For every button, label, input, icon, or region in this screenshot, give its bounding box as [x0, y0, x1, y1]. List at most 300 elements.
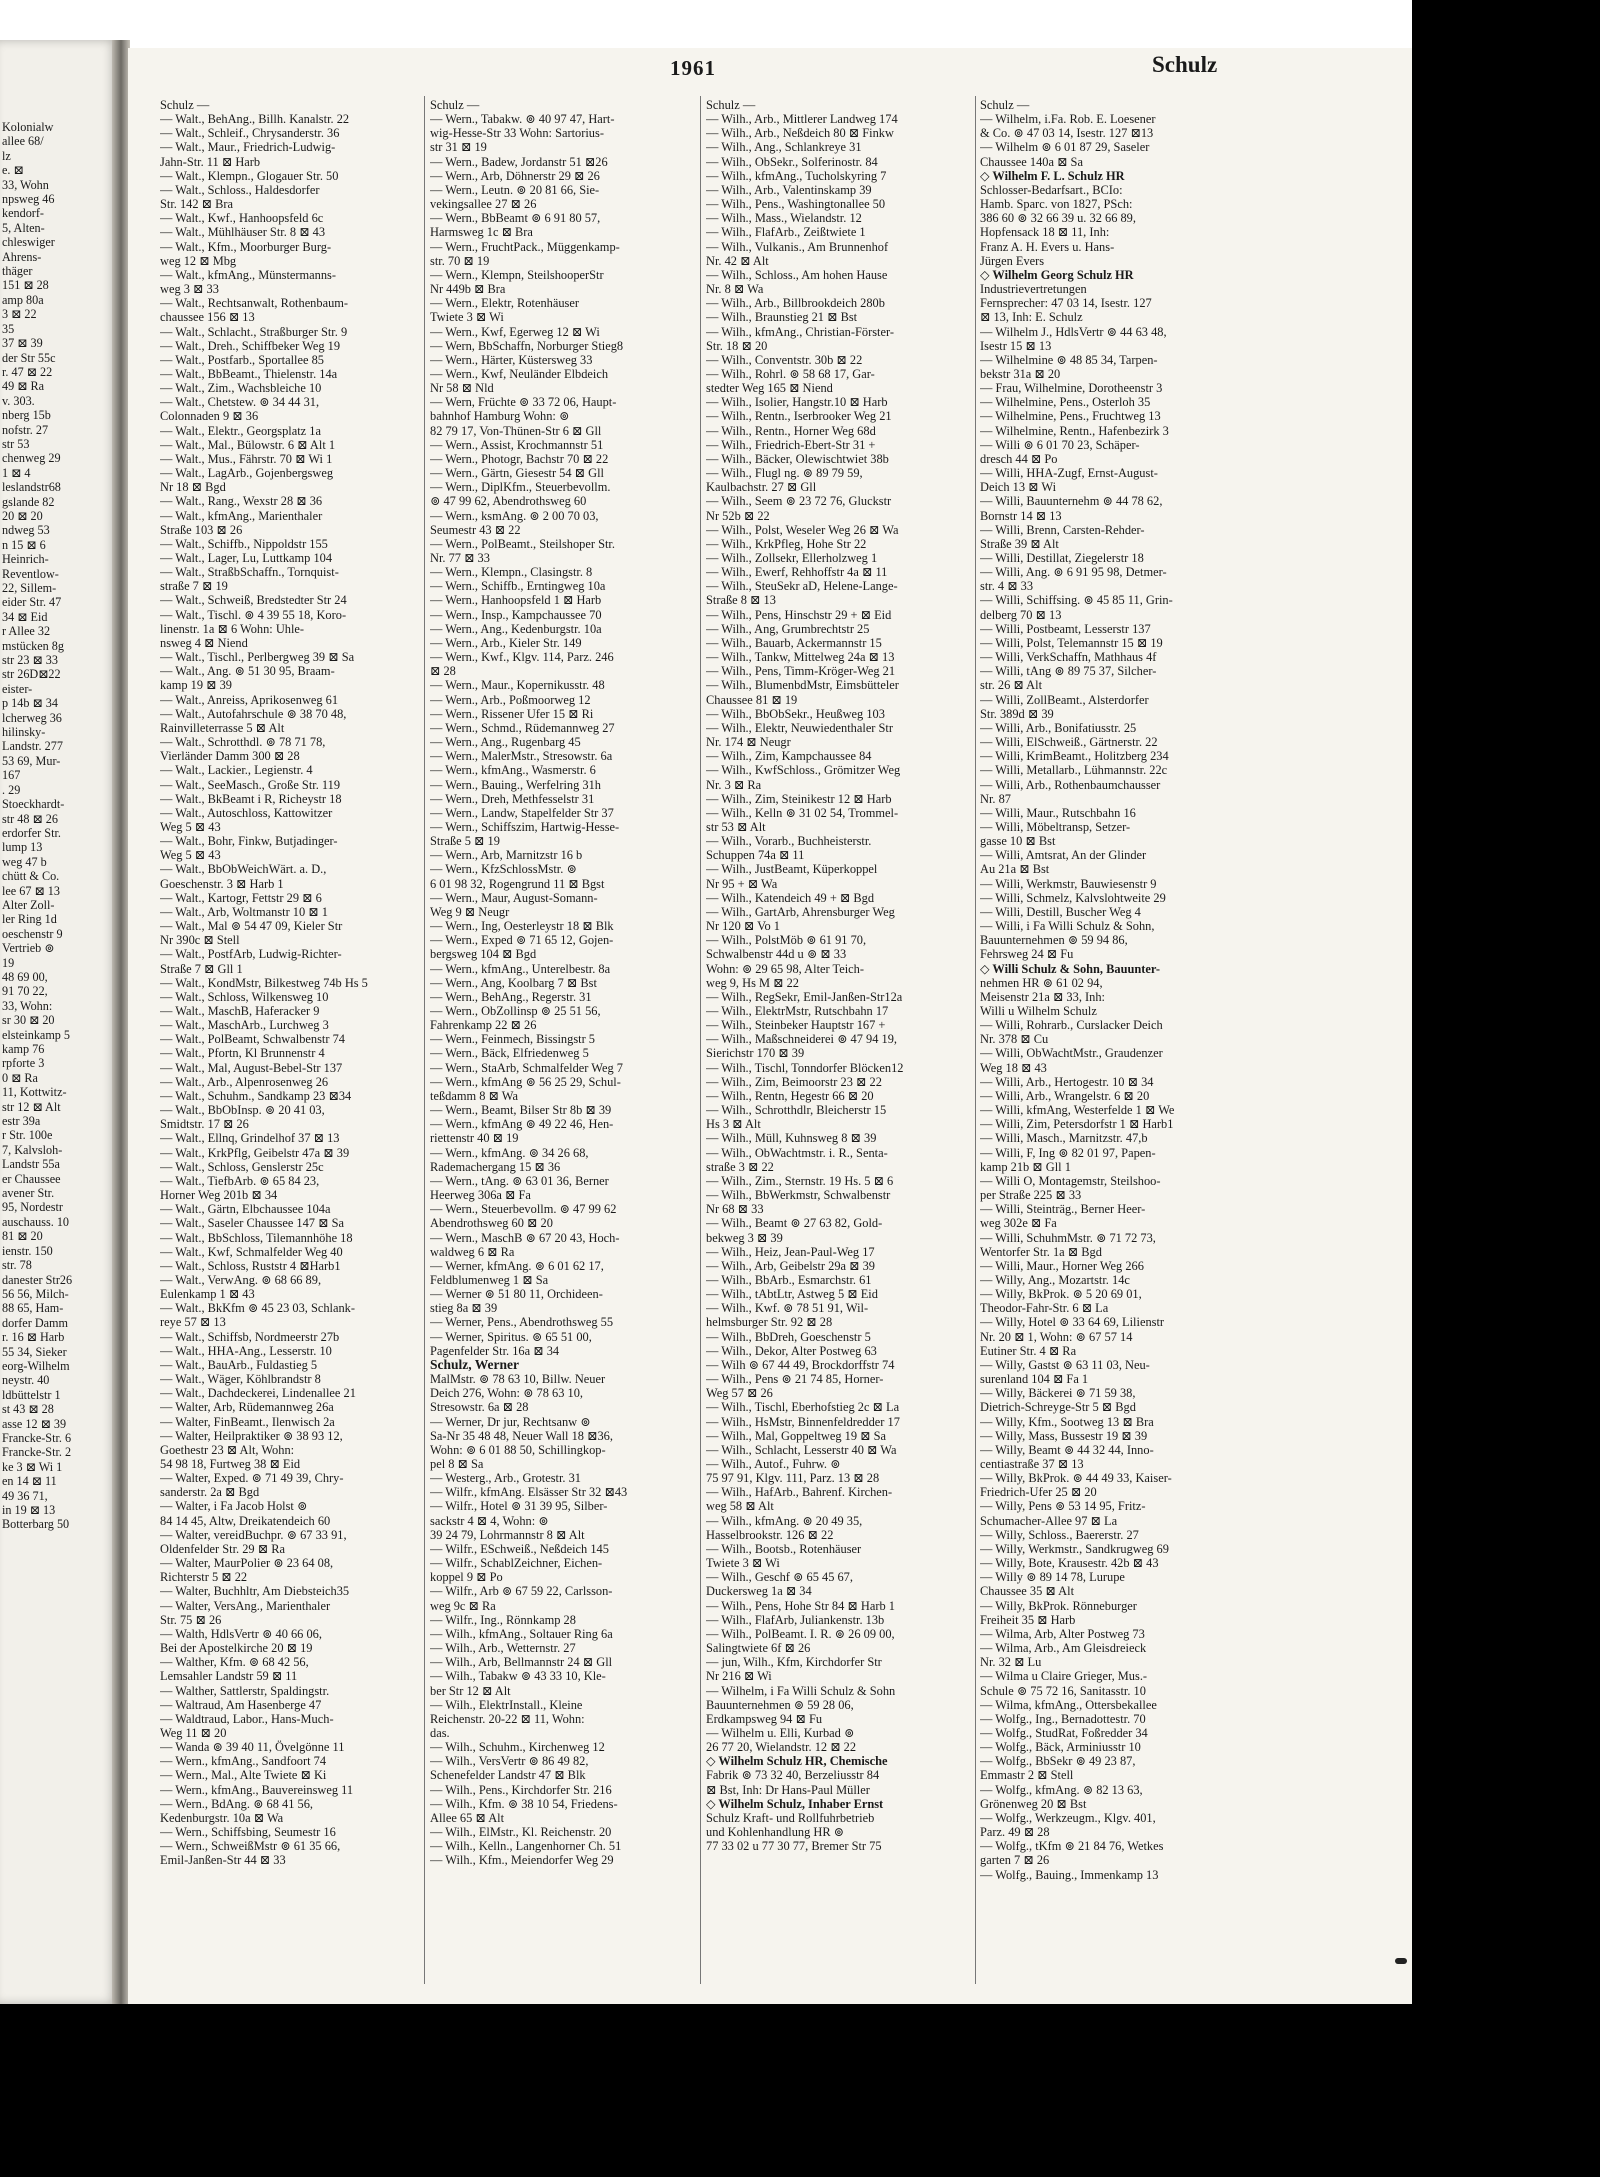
directory-entry-line: — Wolfg., StudRat, Foßredder 34 [980, 1725, 1148, 1740]
directory-column-3 [706, 98, 972, 1988]
directory-entry-line: — Walt., Lackier., Legienstr. 4 [160, 763, 313, 778]
directory-entry-line: Theodor-Fahr-Str. 6 ⊠ La [980, 1301, 1109, 1316]
left-page-text-fragment: Vertrieb ⊚ [2, 941, 55, 956]
directory-entry-line: — Wilh ⊚ 67 44 49, Brockdorffstr 74 [706, 1357, 895, 1372]
directory-entry-line: — Wern., Gärtn, Giesestr 54 ⊠ Gll [430, 466, 604, 481]
directory-entry-line: — Wern., Steuerbevollm. ⊚ 47 99 62 [430, 1202, 617, 1217]
directory-entry-line: nehmen HR ⊚ 61 02 94, [980, 975, 1103, 990]
directory-entry-line: Fabrik ⊚ 73 32 40, Berzeliusstr 84 [706, 1768, 880, 1783]
left-page-text-fragment: estr 39a [2, 1114, 41, 1129]
directory-entry-line: Nr. 32 ⊠ Lu [980, 1655, 1042, 1670]
directory-entry-line: str. 70 ⊠ 19 [430, 253, 490, 268]
directory-entry-line: — Wilma, Arb, Alter Postweg 73 [980, 1626, 1145, 1641]
directory-entry-line: — Wilh., Maßschneiderei ⊚ 47 94 19, [706, 1032, 898, 1047]
directory-entry-line: — Willi, tAng ⊚ 89 75 37, Silcher- [980, 664, 1157, 679]
left-page-text-fragment: Landstr 55a [2, 1157, 60, 1172]
directory-entry-line: Schumacher-Allee 97 ⊠ La [980, 1513, 1118, 1528]
directory-entry-line: — Willi, Steinträg., Berner Heer- [980, 1202, 1146, 1217]
directory-entry-line: ◇ Wilhelm F. L. Schulz HR [980, 168, 1125, 183]
directory-entry-line: — Wilh., Pens, Hinschstr 29 + ⊠ Eid [706, 607, 892, 622]
directory-entry-line: — Walt., BbBeamt., Thielenstr. 14a [160, 366, 338, 381]
directory-entry-line: — Wern., kfmAng ⊚ 56 25 29, Schul- [430, 1074, 621, 1089]
directory-entry-line: ⊠ Bst, Inh: Dr Hans-Paul Müller [706, 1782, 870, 1797]
directory-entry-line: — Walter, Exped. ⊚ 71 49 39, Chry- [160, 1471, 344, 1486]
directory-entry-line: Oldenfelder Str. 29 ⊠ Ra [160, 1541, 285, 1556]
directory-entry-line: — Wern., kfmAng. ⊚ 34 26 68, [430, 1145, 589, 1160]
directory-entry-line: — Walt., Schlacht., Straßburger Str. 9 [160, 324, 348, 339]
directory-entry-line: — Wern, BbSchaffn, Norburger Stieg8 [430, 338, 624, 353]
directory-entry-line: — Wilfr., kfmAng. Elsässer Str 32 ⊠43 [430, 1485, 628, 1500]
left-page-text-fragment: weg 47 b [2, 854, 47, 869]
directory-entry-line: — Wilh., Kfm., Meiendorfer Weg 29 [430, 1853, 614, 1868]
directory-entry-line: — Walt., Bohr, Finkw, Butjadinger- [160, 834, 338, 849]
directory-entry-line: Straße 7 ⊠ Gll 1 [160, 961, 243, 976]
directory-entry-line: — Wilh., BlumenbdMstr, Eimsbütteler [706, 678, 899, 693]
directory-entry-line: — Wern., Kwf., Klgv. 114, Parz. 246 [430, 650, 614, 665]
directory-entry-line: ber Str 12 ⊠ Alt [430, 1683, 511, 1698]
directory-entry-line: — Walt., Schrotthdl. ⊚ 78 71 78, [160, 735, 326, 750]
directory-entry-line: weg 9c ⊠ Ra [430, 1598, 496, 1613]
directory-entry-line: — Wilh., Steinbeker Hauptstr 167 + [706, 1018, 886, 1033]
directory-entry-line: surenland 104 ⊠ Fa 1 [980, 1372, 1089, 1387]
directory-entry-line: — Walt., Schloss, Ruststr 4 ⊠Harb1 [160, 1258, 341, 1273]
directory-entry-line: — Wilh., Ang., Schlankreye 31 [706, 140, 862, 155]
directory-entry-line: — Walt., Ellnq, Grindelhof 37 ⊠ 13 [160, 1131, 340, 1146]
directory-entry-line: & Co. ⊚ 47 03 14, Isestr. 127 ⊠13 [980, 126, 1154, 141]
directory-entry-line: Nr 120 ⊠ Vo 1 [706, 919, 780, 934]
left-page-text-fragment: kamp 76 [2, 1042, 45, 1056]
directory-entry-line: Weg 5 ⊠ 43 [160, 848, 221, 863]
directory-entry-line: Jahn-Str. 11 ⊠ Harb [160, 154, 261, 169]
directory-entry-line: — Willi, Postbeamt, Lesserstr 137 [980, 621, 1151, 636]
directory-entry-line: Twiete 3 ⊠ Wi [430, 310, 504, 325]
left-page-text-fragment: 56 56, Milch- [2, 1286, 69, 1301]
directory-entry-line: Rademachergang 15 ⊠ 36 [430, 1159, 561, 1174]
directory-entry-line: — Wern., Klempn, SteilshooperStr [430, 267, 604, 282]
directory-entry-line: — Willi, Schiffsing. ⊚ 45 85 11, Grin- [980, 593, 1173, 608]
directory-entry-line: Fernsprecher: 47 03 14, Isestr. 127 [980, 296, 1152, 311]
directory-entry-line: stedter Weg 165 ⊠ Niend [706, 381, 833, 396]
directory-entry-line: Wohn: ⊚ 29 65 98, Alter Teich- [706, 961, 864, 976]
directory-entry-line: sackstr 4 ⊠ 4, Wohn: ⊚ [430, 1513, 549, 1528]
left-page-text-fragment: 33, Wohn: [2, 998, 53, 1013]
directory-entry-line: kamp 19 ⊠ 39 [160, 678, 232, 693]
directory-entry-line: — Wilh., Flugl ng. ⊚ 89 79 59, [706, 466, 863, 481]
directory-entry-line: — Wilh., HafArb., Bahrenf. Kirchen- [706, 1485, 893, 1500]
directory-entry-line: — Walt., Saseler Chaussee 147 ⊠ Sa [160, 1216, 344, 1231]
directory-entry-line: — Wilh., FlafArb, Juliankenstr. 13b [706, 1612, 885, 1627]
directory-entry-line: — Wilh., Tischl, Eberhofstieg 2c ⊠ La [706, 1400, 900, 1415]
directory-entry-line: Abendrothsweg 60 ⊠ 20 [430, 1216, 553, 1231]
directory-entry-line: und Kohlenhandlung HR ⊚ [706, 1825, 845, 1840]
left-page-text-fragment: 11, Kottwitz- [2, 1085, 67, 1100]
directory-entry-line: — Willi, Arb., Hertogestr. 10 ⊠ 34 [980, 1074, 1154, 1089]
directory-entry-line: — Willi, Brenn, Carsten-Rehder- [980, 522, 1145, 537]
left-page-text-fragment: Landstr. 277 [2, 739, 63, 754]
directory-entry-line: — Walt., Kfm., Moorburger Burg- [160, 239, 332, 254]
directory-entry-line: — Wilh., ElMstr., Kl. Reichenstr. 20 [430, 1825, 612, 1840]
directory-entry-line: — Wern., Badew, Jordanstr 51 ⊠26 [430, 154, 608, 169]
directory-entry-line: — Walter, Arb, Rüdemannweg 26a [160, 1400, 334, 1415]
directory-entry-line: — Wilh., JustBeamt, Küperkoppel [706, 862, 878, 877]
directory-entry-line: str. 4 ⊠ 33 [980, 579, 1034, 594]
directory-entry-line: garten 7 ⊠ 26 [980, 1853, 1050, 1868]
directory-entry-line: Bornstr 14 ⊠ 13 [980, 508, 1062, 523]
left-page-text-fragment: chleswiger [2, 235, 55, 250]
directory-entry-line: Nr. 3 ⊠ Ra [706, 777, 762, 792]
directory-entry-line: ⊠ 13, Inh: E. Schulz [980, 310, 1083, 325]
directory-entry-line: str 53 ⊠ Alt [706, 819, 766, 834]
directory-entry-line: das. [430, 1725, 450, 1740]
directory-entry-line: — Wern., KfzSchlossMstr. ⊚ [430, 862, 577, 877]
left-page-text-fragment: 88 65, Ham- [2, 1301, 64, 1316]
left-page-text-fragment: ke 3 ⊠ Wi 1 [2, 1459, 63, 1474]
directory-entry-line: — Wern., StaArb, Schmalfelder Weg 7 [430, 1060, 623, 1075]
directory-entry-line: — Willi, SchuhmMstr. ⊚ 71 72 73, [980, 1230, 1156, 1245]
directory-entry-line: Nr 95 + ⊠ Wa [706, 876, 778, 891]
directory-entry-line: — Walt., MaschArb., Lurchweg 3 [160, 1018, 329, 1033]
left-page-text-fragment: str. 78 [2, 1258, 32, 1273]
directory-entry-line: — Walt., BkKfm ⊚ 45 23 03, Schlank- [160, 1301, 356, 1316]
directory-entry-line: Erdkampsweg 94 ⊠ Fu [706, 1711, 823, 1726]
directory-entry-line: — Willy, Beamt ⊚ 44 32 44, Inno- [980, 1442, 1154, 1457]
directory-entry-line: wig-Hesse-Str 33 Wohn: Sartorius- [430, 126, 604, 141]
directory-entry-line: — Wilhelm, i Fa Willi Schulz & Sohn [706, 1683, 896, 1698]
directory-entry-line: — Willy, BkProk. ⊚ 5 20 69 01, [980, 1287, 1142, 1302]
directory-entry-line: — Walt., Arb, Woltmanstr 10 ⊠ 1 [160, 904, 328, 919]
directory-entry-line: — Walt., Wäger, Köhlbrandstr 8 [160, 1372, 321, 1387]
directory-entry-line: — Walter, Buchhltr, Am Diebsteich35 [160, 1584, 350, 1599]
directory-entry-line: — Wilh., Arb, Geibelstr 29a ⊠ 39 [706, 1258, 875, 1273]
directory-entry-line: — Wern., Maur., Kopernikusstr. 48 [430, 678, 605, 693]
directory-entry-line: — Willi, Maur., Horner Weg 266 [980, 1258, 1144, 1273]
directory-entry-line: Hopfensack 18 ⊠ 11, Inh: [980, 225, 1110, 240]
left-page-text-fragment: Ahrens- [2, 249, 42, 264]
left-page-text-fragment: eorg-Wilhelm [2, 1358, 70, 1373]
directory-entry-line: — Willi, ElSchweiß., Gärtnerstr. 22 [980, 735, 1158, 750]
directory-entry-line: Grönenweg 20 ⊠ Bst [980, 1796, 1087, 1811]
left-page-text-fragment: str 48 ⊠ 26 [2, 811, 58, 826]
directory-entry-line: — Walt., Kartogr, Fettstr 29 ⊠ 6 [160, 890, 322, 905]
directory-entry-line: — Wilh., Bäcker, Olewischtwiet 38b [706, 451, 889, 466]
directory-entry-line: — Walt., Postfarb., Sportallee 85 [160, 352, 324, 367]
left-page-text-fragment: thäger [2, 264, 33, 279]
directory-entry-line: weg 9, Hs M ⊠ 22 [706, 975, 799, 990]
directory-entry-line: — Wern, Früchte ⊚ 33 72 06, Haupt- [430, 395, 617, 410]
directory-entry-line: 84 14 45, Altw, Dreikatendeich 60 [160, 1513, 331, 1528]
directory-entry-line: — Wolfg., kfmAng. ⊚ 82 13 63, [980, 1782, 1143, 1797]
directory-entry-line: — Wilh., Vulkanis., Am Brunnenhof [706, 239, 889, 254]
directory-entry-line: — Wilh., ElektrInstall., Kleine [430, 1697, 583, 1712]
directory-entry-line: — Wern., Kwf, Neuländer Elbdeich [430, 366, 609, 381]
directory-entry-line: dresch 44 ⊠ Po [980, 451, 1058, 466]
directory-entry-line: sanderstr. 2a ⊠ Bgd [160, 1485, 260, 1500]
directory-entry-line: — Wilh., GartArb, Ahrensburger Weg [706, 904, 895, 919]
directory-entry-line: — Wilh., HsMstr, Binnenfeldredder 17 [706, 1414, 900, 1429]
directory-entry-line: ◇ Wilhelm Georg Schulz HR [980, 267, 1134, 282]
directory-entry-line: — Wern., Mal., Alte Twiete ⊠ Ki [160, 1768, 327, 1783]
directory-entry-line: Nr. 378 ⊠ Cu [980, 1032, 1049, 1047]
directory-entry-line: — Walt., Autofahrschule ⊚ 38 70 48, [160, 706, 347, 721]
directory-entry-line: — Wilh., Kwf. ⊚ 78 51 91, Wil- [706, 1301, 869, 1316]
directory-entry-line: waldweg 6 ⊠ Ra [430, 1244, 515, 1259]
directory-entry-line: MalMstr. ⊚ 78 63 10, Billw. Neuer [430, 1372, 606, 1387]
directory-entry-line: riettenstr 40 ⊠ 19 [430, 1131, 519, 1146]
directory-entry-line: — Wilh., Tankw, Mittelweg 24a ⊠ 13 [706, 650, 895, 665]
directory-entry-line: — Wilma, kfmAng., Ottersbekallee [980, 1697, 1157, 1712]
directory-entry-line: — Wilh., KwfSchloss., Grömitzer Weg [706, 763, 901, 778]
directory-entry-line: Fahrenkamp 22 ⊠ 26 [430, 1018, 537, 1033]
directory-entry-line: Wentorfer Str. 1a ⊠ Bgd [980, 1244, 1102, 1259]
directory-entry-line: — Willi, ZollBeamt., Alsterdorfer [980, 692, 1149, 707]
left-page-text-fragment: danester Str26 [2, 1272, 73, 1287]
directory-entry-line: — Wilh., PolBeamt. I. R. ⊚ 26 09 00, [706, 1626, 895, 1641]
directory-entry-line: — Willy, Gastst ⊚ 63 11 03, Neu- [980, 1357, 1150, 1372]
left-page-text-fragment: 22, Sillem- [2, 581, 57, 595]
directory-entry-line: Str. 142 ⊠ Bra [160, 197, 234, 212]
left-page-text-fragment: Francke-Str. 2 [2, 1445, 72, 1460]
directory-entry-line: — Walt., PostfArb, Ludwig-Richter- [160, 947, 342, 962]
left-page-text-fragment: 95, Nordestr [2, 1200, 63, 1215]
directory-entry-line: Nr. 8 ⊠ Wa [706, 282, 764, 297]
directory-entry-line: — Wern., kfmAng ⊚ 49 22 46, Hen- [430, 1117, 614, 1132]
left-page-text-fragment: e. ⊠ [2, 163, 24, 178]
directory-entry-line: — Walt., Dachdeckerei, Lindenallee 21 [160, 1386, 356, 1401]
directory-entry-line: ◇ Willi Schulz & Sohn, Bauunter- [980, 961, 1161, 976]
directory-entry-line: — Wilh., Schloss., Am hohen Hause [706, 267, 888, 282]
directory-entry-line: kamp 21b ⊠ Gll 1 [980, 1159, 1071, 1174]
running-head: Schulz [1152, 52, 1218, 77]
directory-entry-line: bergsweg 104 ⊠ Bgd [430, 947, 537, 962]
directory-entry-line: — Wilh., Rohrl. ⊚ 58 68 17, Gar- [706, 366, 875, 381]
left-page-text-fragment: 3 ⊠ 22 [2, 307, 37, 322]
directory-entry-line: — Wilh., Dekor, Alter Postweg 63 [706, 1343, 877, 1358]
directory-entry-line: — Wilhelm u. Elli, Kurbad ⊚ [706, 1725, 855, 1740]
directory-entry-line: — Wilh., Beamt ⊚ 27 63 82, Gold- [706, 1216, 883, 1231]
directory-entry-line: — Wern., Bäck, Elfriedenweg 5 [430, 1046, 589, 1061]
directory-entry-line: — Wern., Photogr, Bachstr 70 ⊠ 22 [430, 451, 609, 466]
directory-entry-line: — Walt., BehAng., Billh. Kanalstr. 22 [160, 112, 350, 127]
directory-entry-line: — Walt., Elektr., Georgsplatz 1a [160, 423, 321, 438]
directory-entry-line: koppel 9 ⊠ Po [430, 1570, 503, 1585]
directory-entry-line: Rainvilleterrasse 5 ⊠ Alt [160, 720, 285, 735]
directory-entry-line: Schulz, Werner [430, 1357, 519, 1372]
directory-entry-line: — Walt., BbObWeichWärt. a. D., [160, 862, 327, 877]
directory-entry-line: 77 33 02 u 77 30 77, Bremer Str 75 [706, 1839, 882, 1854]
directory-entry-line: Salingtwiete 6f ⊠ 26 [706, 1641, 811, 1656]
directory-entry-line: str 31 ⊠ 19 [430, 140, 487, 155]
directory-entry-line: — Wilfr., Arb ⊚ 67 59 22, Carlsson- [430, 1584, 613, 1599]
left-page-text-fragment: 35 [2, 321, 15, 336]
directory-entry-line: — Wern., Schiffb., Erntingweg 10a [430, 579, 606, 594]
directory-entry-line: — Wern., Klempn., Clasingstr. 8 [430, 565, 593, 580]
left-page-text-fragment: asse 12 ⊠ 39 [2, 1416, 67, 1431]
directory-entry-line: — Walt., LagArb., Gojenbergsweg [160, 466, 334, 481]
directory-entry-line: — Wilfr., Hotel ⊚ 31 39 95, Silber- [430, 1499, 608, 1514]
directory-entry-line: 54 98 18, Furtweg 38 ⊠ Eid [160, 1457, 301, 1471]
directory-entry-line: — Walt., Zim., Wachsbleiche 10 [160, 381, 322, 396]
directory-entry-line: — Walt., Autoschloss, Kattowitzer [160, 805, 333, 820]
directory-entry-line: Au 21a ⊠ Bst [980, 862, 1050, 877]
directory-entry-line: — Wilh., Kelln., Langenhorner Ch. 51 [430, 1839, 622, 1854]
directory-entry-line: Duckersweg 1a ⊠ 34 [706, 1584, 812, 1599]
directory-entry-line: Nr. 174 ⊠ Neugr [706, 735, 791, 750]
directory-entry-line: — Walt., MaschB, Haferacker 9 [160, 1004, 320, 1018]
directory-entry-line: — Wilh., FlafArb., Zeißtwiete 1 [706, 225, 866, 240]
directory-entry-line: — Wolfg., Bauing., Immenkamp 13 [980, 1867, 1159, 1882]
directory-entry-line: — Willy, Bote, Krausestr. 42b ⊠ 43 [980, 1556, 1159, 1571]
directory-entry-line: — Walt., Schiffsb, Nordmeerstr 27b [160, 1329, 340, 1344]
left-page-text-fragment: r. 47 ⊠ 22 [2, 364, 53, 379]
directory-entry-line: — Willy ⊚ 89 14 78, Lurupe [980, 1570, 1125, 1585]
left-page-text-fragment: er Chaussee [2, 1171, 61, 1186]
directory-entry-line: — Wilh., Autof., Fuhrw. ⊚ [706, 1457, 841, 1471]
left-page-text-fragment: v. 303. [2, 393, 35, 408]
left-page-text-fragment: nberg 15b [2, 408, 51, 423]
directory-entry-line: — Wilh., Pens, Timm-Kröger-Weg 21 [706, 664, 896, 679]
directory-entry-line: 82 79 17, Von-Thünen-Str 6 ⊠ Gll [430, 423, 602, 438]
left-page-text-fragment: 34 ⊠ Eid [2, 609, 48, 624]
left-page-text-fragment: Botterbarg 50 [2, 1517, 70, 1532]
directory-entry-line: str. 26 ⊠ Alt [980, 678, 1043, 693]
directory-entry-line: — Wilh., Arb., Billbrookdeich 280b [706, 296, 885, 311]
directory-entry-line: — Walther, Sattlerstr, Spaldingstr. [160, 1683, 330, 1698]
directory-entry-line: Schule ⊚ 75 72 16, Sanitasstr. 10 [980, 1683, 1146, 1698]
directory-entry-line: Lemsahler Landstr 59 ⊠ 11 [160, 1669, 298, 1684]
directory-entry-line: — Walt., Maur., Friedrich-Ludwig- [160, 140, 336, 155]
directory-entry-line: — Wern., Ang, Koolbarg 7 ⊠ Bst [430, 975, 597, 990]
directory-entry-line: — Walter, VersAng., Marienthaler [160, 1598, 331, 1613]
directory-entry-line: — Wilhelm ⊚ 6 01 87 29, Saseler [980, 140, 1150, 155]
left-page-text-fragment: str 23 ⊠ 33 [2, 653, 58, 668]
directory-entry-line: — Wern., Ang., Rugenbarg 45 [430, 735, 581, 750]
left-page-text-fragment: Stoeckhardt- [2, 797, 65, 812]
directory-entry-line: — Walt., Schleif., Chrysanderstr. 36 [160, 126, 340, 141]
directory-entry-line: — Wern., Hanhoopsfeld 1 ⊠ Harb [430, 593, 602, 608]
directory-entry-line: Schulz — [980, 98, 1030, 112]
directory-entry-line: — Wilh., Zollsekr, Ellerholzweg 1 [706, 551, 878, 565]
directory-entry-line: Schulz — [160, 98, 210, 112]
left-page-text-fragment: hilinsky- [2, 725, 46, 740]
directory-entry-line: ◇ Wilhelm Schulz, Inhaber Ernst [706, 1796, 884, 1811]
directory-entry-line: — Walt., Ang. ⊚ 51 30 95, Braam- [160, 664, 335, 679]
directory-entry-line: Schwalbenstr 44d u ⊚ ⊠ 33 [706, 947, 847, 962]
directory-entry-line: Willi u Wilhelm Schulz [980, 1004, 1097, 1018]
directory-entry-line: Weg 11 ⊠ 20 [160, 1725, 227, 1740]
directory-entry-line: gasse 10 ⊠ Bst [980, 834, 1056, 849]
left-page-text-fragment: 0 ⊠ Ra [2, 1070, 38, 1085]
directory-entry-line: Bauunternehmen ⊚ 59 28 06, [706, 1697, 854, 1712]
directory-entry-line: Kaulbachstr. 27 ⊠ Gll [706, 480, 817, 495]
column-rule [700, 96, 701, 1984]
directory-entry-line: — Walter, MaurPolier ⊚ 23 64 08, [160, 1556, 334, 1571]
directory-entry-line: — Walt., SeeMasch., Große Str. 119 [160, 777, 341, 792]
left-page-text-fragment: str 12 ⊠ Alt [2, 1099, 61, 1114]
directory-entry-line: — Willi, Möbeltransp, Setzer- [980, 819, 1131, 834]
directory-entry-line: — Willy, Schloss., Baererstr. 27 [980, 1527, 1139, 1542]
directory-entry-line: — Wilma, Arb., Am Gleisdreieck [980, 1641, 1147, 1656]
directory-entry-line: ⊠ 28 [430, 664, 456, 679]
directory-entry-line: — Walt., Schloss, Genslerstr 25c [160, 1159, 324, 1174]
directory-entry-line: — Walter, Heilpraktiker ⊚ 38 93 12, [160, 1428, 343, 1443]
directory-entry-line: Dietrich-Schreyge-Str 5 ⊠ Bgd [980, 1400, 1136, 1415]
directory-entry-line: — Walt., Arb., Alpenrosenweg 26 [160, 1074, 329, 1089]
directory-entry-line: — Walt., Schiffb., Nippoldstr 155 [160, 536, 328, 551]
left-page-text-fragment: p 14b ⊠ 34 [2, 696, 58, 711]
directory-entry-line: — Wilh., kfmAng., Christian-Förster- [706, 324, 894, 339]
directory-entry-line: — Wern., Landw, Stapelfelder Str 37 [430, 805, 614, 820]
directory-entry-line: Straße 39 ⊠ Alt [980, 536, 1059, 551]
directory-entry-line: Goeschenstr. 3 ⊠ Harb 1 [160, 876, 284, 891]
left-page-text-fragment: oeschenstr 9 [2, 926, 63, 941]
directory-entry-line: — Wilh., Zim, Beimoorstr 23 ⊠ 22 [706, 1074, 882, 1089]
directory-entry-line: 386 60 ⊚ 32 66 39 u. 32 66 89, [980, 211, 1136, 226]
directory-entry-line: — Wern., Dreh, Methfesselstr 31 [430, 791, 595, 806]
directory-entry-line: — Wilh., Katendeich 49 + ⊠ Bgd [706, 890, 875, 905]
directory-entry-line: — Walt., Kwf., Hanhoopsfeld 6c [160, 211, 324, 226]
left-page-text-fragment: amp 80a [2, 292, 44, 307]
directory-entry-line: — Wilh., Bootsb., Rotenhäuser [706, 1541, 862, 1556]
scan-border-right [1412, 0, 1600, 2177]
directory-entry-line: — Wilh., Rentn., Horner Weg 68d [706, 423, 876, 438]
directory-entry-line: — Walt., StraßbSchaffn., Tornquist- [160, 565, 339, 580]
directory-entry-line: — Wilh., Müll, Kuhnsweg 8 ⊠ 39 [706, 1131, 877, 1146]
directory-entry-line: — Wern., Rissener Ufer 15 ⊠ Ri [430, 706, 594, 721]
directory-entry-line: — Wilh., Vorarb., Buchheisterstr. [706, 834, 872, 849]
directory-entry-line: Horner Weg 201b ⊠ 34 [160, 1188, 278, 1203]
left-page-text-fragment: 81 ⊠ 20 [2, 1229, 43, 1244]
directory-entry-line: — Willy, Hotel ⊚ 33 64 69, Lilienstr [980, 1315, 1165, 1330]
directory-entry-line: Deich 276, Wohn: ⊚ 78 63 10, [430, 1386, 584, 1401]
directory-entry-line: Nr. 20 ⊠ 1, Wohn: ⊚ 67 57 14 [980, 1329, 1133, 1344]
directory-entry-line: weg 58 ⊠ Alt [706, 1499, 774, 1514]
directory-entry-line: — Willy, Werkmstr., Sandkrugweg 69 [980, 1541, 1169, 1556]
directory-entry-line: — Wilh., BbWerkmstr, Schwalbenstr [706, 1188, 891, 1203]
directory-entry-line: — Wilhelmine, Rentn., Hafenbezirk 3 [980, 423, 1169, 438]
left-page-text-fragment: 33, Wohn [2, 177, 49, 192]
directory-entry-line: — Wilh., Braunstieg 21 ⊠ Bst [706, 310, 858, 325]
directory-entry-line: Eulenkamp 1 ⊠ 43 [160, 1287, 255, 1302]
directory-entry-line: — Willy, Bäckerei ⊚ 71 59 38, [980, 1386, 1136, 1401]
directory-entry-line: — Wilh., Arb., Mittlerer Landweg 174 [706, 112, 898, 127]
directory-entry-line: Parz. 49 ⊠ 28 [980, 1825, 1050, 1840]
directory-entry-line: — Walt., Mal, August-Bebel-Str 137 [160, 1060, 343, 1075]
directory-entry-line: — Wern., kfmAng., Bauvereinsweg 11 [160, 1782, 354, 1797]
directory-entry-line: Nr 216 ⊠ Wi [706, 1669, 772, 1684]
directory-entry-line: — Wilhelm, i.Fa. Rob. E. Loesener [980, 112, 1156, 127]
directory-entry-line: Weg 18 ⊠ 43 [980, 1060, 1047, 1075]
directory-entry-line: Sa-Nr 35 48 48, Neuer Wall 18 ⊠36, [430, 1428, 613, 1443]
directory-entry-line: — Wern., FruchtPack., Müggenkamp- [430, 239, 620, 254]
directory-entry-line: teßdamm 8 ⊠ Wa [430, 1088, 518, 1103]
directory-entry-line: Nr. 42 ⊠ Alt [706, 253, 769, 268]
directory-entry-line: — Willi, Werkmstr, Bauwiesenstr 9 [980, 876, 1157, 891]
left-page-text-fragment: chütt & Co. [2, 869, 60, 884]
directory-entry-line: — Werner, Pens., Abendrothsweg 55 [430, 1315, 614, 1330]
directory-entry-line: — Wilh., Friedrich-Ebert-Str 31 + [706, 437, 876, 452]
facing-page-left [0, 40, 118, 2004]
directory-entry-line: — Wanda ⊚ 39 40 11, Övelgönne 11 [160, 1740, 345, 1755]
directory-entry-line: — jun, Wilh., Kfm, Kirchdorfer Str [706, 1655, 882, 1670]
scan-speck [1395, 1958, 1407, 1964]
directory-entry-line: Schlosser-Bedarfsart., BCIo: [980, 182, 1123, 197]
left-page-text-fragment: lump 13 [2, 840, 43, 855]
directory-entry-line: Jürgen Evers [980, 253, 1045, 268]
directory-entry-line: Stresowstr. 6a ⊠ 28 [430, 1400, 529, 1415]
left-page-text-fragment: allee 68/ [2, 134, 44, 149]
directory-entry-line: — Willi, F, Ing ⊚ 82 01 97, Papen- [980, 1145, 1156, 1160]
left-page-text-fragment: r. 16 ⊠ Harb [2, 1330, 65, 1345]
